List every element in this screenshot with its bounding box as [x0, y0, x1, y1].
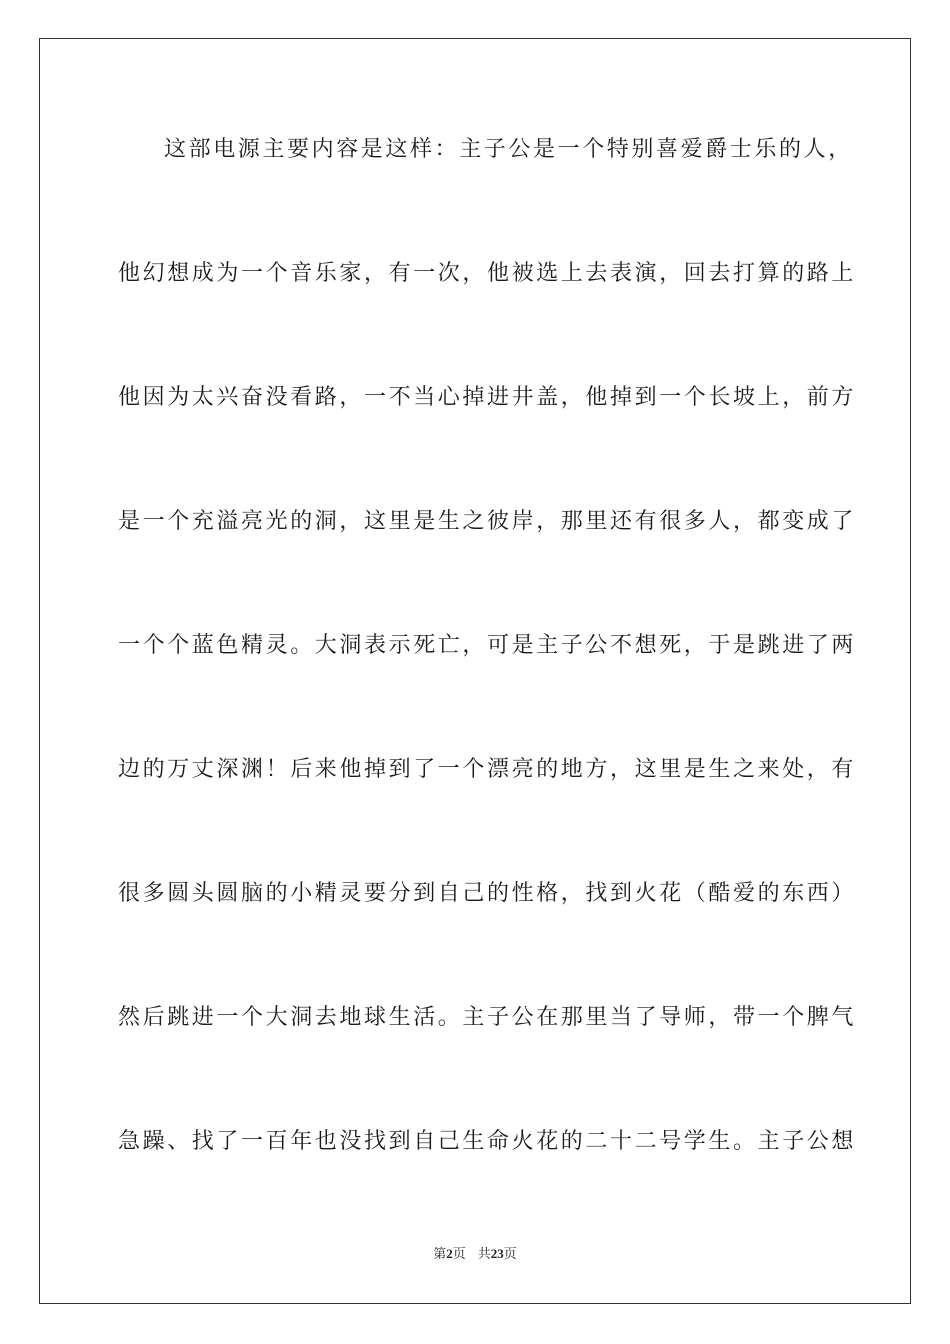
page-number: 2 [446, 1246, 453, 1261]
body-line-5: 一个个蓝色精灵。大洞表示死亡，可是主子公不想死，于是跳进了两 [118, 633, 857, 658]
body-line-4: 是一个充溢亮光的洞，这里是生之彼岸，那里还有很多人，都变成了 [118, 509, 857, 534]
body-line-7: 很多圆头圆脑的小精灵要分到自己的性格，找到火花（酷爱的东西） [118, 881, 857, 906]
page-prefix: 第 [433, 1247, 447, 1262]
page-border [39, 38, 911, 1304]
body-line-9: 急躁、找了一百年也没找到自己生命火花的二十二号学生。主子公想 [118, 1129, 857, 1154]
body-line-1: 这部电源主要内容是这样：主子公是一个特别喜爱爵士乐的人， [164, 137, 853, 162]
body-line-3: 他因为太兴奋没看路，一不当心掉进井盖，他掉到一个长坡上，前方 [118, 385, 857, 410]
page-suffix: 页 [452, 1247, 466, 1262]
body-line-8: 然后跳进一个大洞去地球生活。主子公在那里当了导师，带一个脾气 [118, 1005, 857, 1030]
body-line-2: 他幻想成为一个音乐家，有一次，他被选上去表演，回去打算的路上 [118, 261, 857, 286]
total-pages: 23 [490, 1246, 504, 1261]
total-prefix: 共 [477, 1247, 491, 1262]
total-suffix: 页 [503, 1247, 517, 1262]
page-footer [0, 1245, 950, 1264]
body-line-6: 边的万丈深渊！后来他掉到了一个漂亮的地方，这里是生之来处，有 [118, 757, 857, 782]
